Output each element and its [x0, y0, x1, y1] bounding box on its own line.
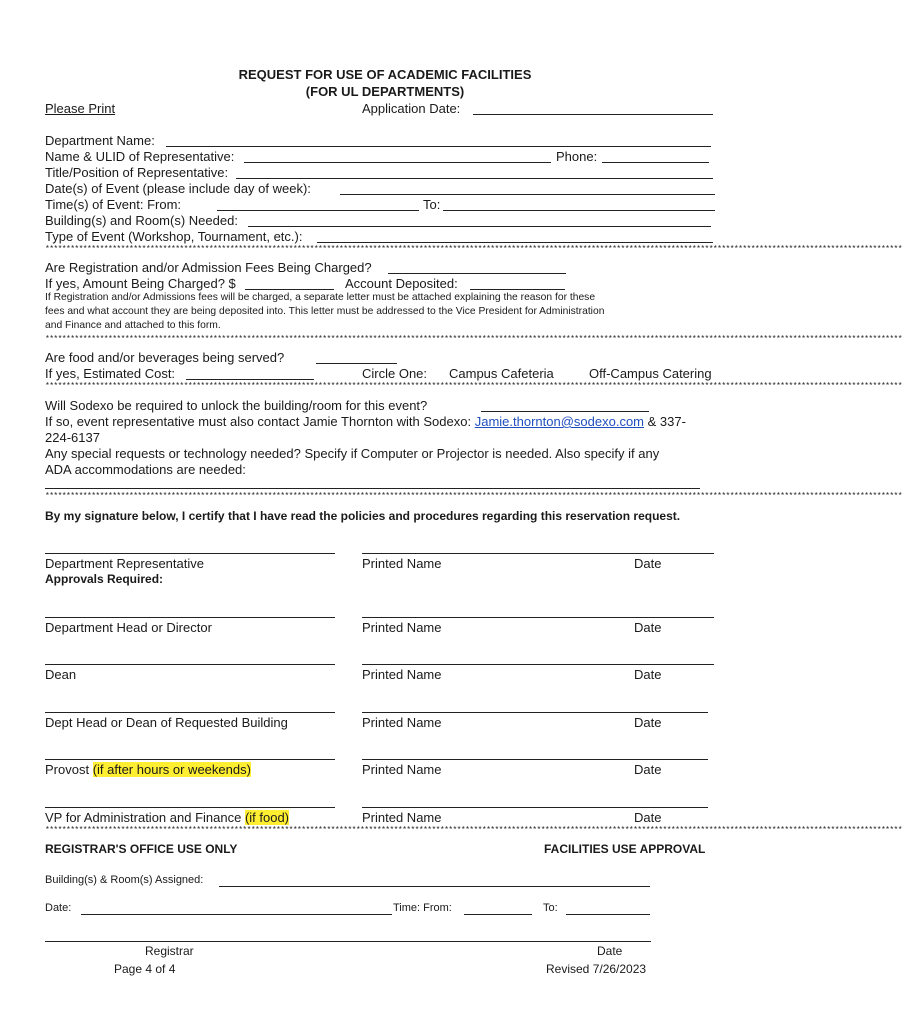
special-requests-field[interactable]: [45, 488, 700, 489]
fees-amount-label: If yes, Amount Being Charged? $: [45, 276, 236, 291]
fees-note-line-3: and Finance and attached to this form.: [45, 320, 221, 331]
account-deposited-field[interactable]: [470, 289, 565, 290]
event-type-field[interactable]: [317, 242, 713, 243]
fees-question-label: Are Registration and/or Admission Fees Being Charged?: [45, 260, 372, 275]
date-label: Date: [634, 762, 662, 777]
application-date-label: Application Date:: [362, 101, 461, 116]
provost-condition-highlight: (if after hours or weekends): [92, 762, 251, 777]
role-vp-admin-finance: [45, 811, 289, 824]
printed-name-line-department-head[interactable]: [362, 617, 714, 618]
application-date-field[interactable]: [473, 114, 713, 115]
signature-line-department-head[interactable]: [45, 617, 335, 618]
date-label: Date: [634, 620, 662, 635]
registrar-time-from-field[interactable]: [464, 914, 532, 915]
option-off-campus-catering[interactable]: Off-Campus Catering: [589, 366, 712, 381]
fees-amount-field[interactable]: [245, 289, 334, 290]
food-cost-label: If yes, Estimated Cost:: [45, 366, 176, 381]
date-label: Date: [634, 810, 662, 825]
registrar-signature-line[interactable]: [45, 941, 651, 942]
vp-condition-highlight: (if food): [244, 810, 290, 825]
printed-name-label: Printed Name: [362, 556, 442, 571]
page-number: Page 4 of 4: [114, 962, 176, 976]
name-ulid-field[interactable]: [244, 162, 551, 163]
registrar-date-signature-label: Date: [597, 944, 623, 958]
event-dates-field[interactable]: [340, 194, 715, 195]
registrar-time-from-label: Time: From:: [393, 902, 452, 914]
department-name-field[interactable]: [166, 146, 711, 147]
certification-statement: By my signature below, I certify that I have read the policies and procedures regarding this reservation request.: [45, 509, 681, 523]
fees-note-line-1: If Registration and/or Admissions fees will be charged, a separate letter must be attached explaining the reason for these: [45, 292, 596, 303]
signature-line-vp-admin-finance[interactable]: [45, 807, 335, 808]
rooms-assigned-field[interactable]: [219, 886, 650, 887]
circle-one-label: Circle One:: [362, 366, 428, 381]
event-time-from-field[interactable]: [217, 210, 419, 211]
sodexo-phone-part-2: 224-6137: [45, 430, 100, 445]
account-deposited-label: Account Deposited:: [345, 276, 458, 291]
role-requested-building-head: Dept Head or Dean of Requested Building: [45, 715, 288, 730]
registrar-heading: REGISTRAR'S OFFICE USE ONLY: [45, 842, 238, 856]
signature-line-requested-building[interactable]: [45, 712, 335, 713]
rooms-assigned-label: Building(s) & Room(s) Assigned:: [45, 874, 204, 886]
role-department-head: Department Head or Director: [45, 620, 212, 635]
separator-3: ************************************************************************************************************************************************************************************************************: [45, 382, 902, 391]
date-label: Date: [634, 556, 662, 571]
approvals-required-heading: Approvals Required:: [45, 572, 164, 586]
role-provost-label: Provost: [45, 762, 93, 777]
registrar-signature-label: Registrar: [145, 944, 194, 958]
printed-name-line-dean[interactable]: [362, 664, 714, 665]
registrar-time-to-label: To:: [543, 902, 558, 914]
fees-note-line-2: fees and what account they are being deposited into. This letter must be addressed to the Vice President for Administration: [45, 306, 605, 317]
special-requests-line-2: ADA accommodations are needed:: [45, 462, 246, 477]
printed-name-label: Printed Name: [362, 762, 442, 777]
role-vp-label: VP for Administration and Finance: [45, 810, 245, 825]
department-name-label: Department Name:: [45, 133, 155, 148]
sodexo-question-label: Will Sodexo be required to unlock the building/room for this event?: [45, 398, 428, 413]
food-answer-field[interactable]: [316, 363, 397, 364]
revision-date: Revised 7/26/2023: [546, 962, 647, 976]
separator-2: ************************************************************************************************************************************************************************************************************: [45, 335, 902, 344]
event-type-label: Type of Event (Workshop, Tournament, etc.):: [45, 229, 303, 244]
buildings-rooms-label: Building(s) and Room(s) Needed:: [45, 213, 238, 228]
role-dean: Dean: [45, 667, 77, 682]
fees-answer-field[interactable]: [388, 273, 566, 274]
event-time-to-field[interactable]: [443, 210, 715, 211]
form-title: REQUEST FOR USE OF ACADEMIC FACILITIES: [238, 67, 532, 82]
date-label: Date: [634, 667, 662, 682]
sodexo-phone-part-1: & 337-: [647, 414, 686, 429]
registrar-time-to-field[interactable]: [566, 914, 650, 915]
sodexo-contact-line: [45, 415, 686, 428]
please-print-label: Please Print: [45, 101, 116, 116]
special-requests-line-1: Any special requests or technology needed? Specify if Computer or Projector is needed. Also specify if any: [45, 446, 660, 461]
registrar-date-label: Date:: [45, 902, 72, 914]
date-label: Date: [634, 715, 662, 730]
event-dates-label: Date(s) of Event (please include day of week):: [45, 181, 311, 196]
event-time-to-label: To:: [423, 197, 441, 212]
printed-name-line-requested-building[interactable]: [362, 712, 708, 713]
separator-1: ************************************************************************************************************************************************************************************************************: [45, 245, 902, 254]
printed-name-line-provost[interactable]: [362, 759, 708, 760]
name-ulid-label: Name & ULID of Representative:: [45, 149, 235, 164]
title-position-label: Title/Position of Representative:: [45, 165, 229, 180]
sodexo-answer-field[interactable]: [481, 411, 649, 412]
phone-label: Phone:: [556, 149, 598, 164]
role-provost: [45, 763, 251, 776]
option-campus-cafeteria[interactable]: Campus Cafeteria: [449, 366, 554, 381]
printed-name-label: Printed Name: [362, 620, 442, 635]
title-position-field[interactable]: [236, 178, 713, 179]
printed-name-line-department-representative[interactable]: [362, 553, 714, 554]
sodexo-contact-prefix: If so, event representative must also contact Jamie Thornton with Sodexo:: [45, 414, 472, 429]
phone-field[interactable]: [602, 162, 709, 163]
signature-line-provost[interactable]: [45, 759, 335, 760]
food-cost-field[interactable]: [186, 379, 314, 380]
printed-name-line-vp-admin-finance[interactable]: [362, 807, 708, 808]
food-question-label: Are food and/or beverages being served?: [45, 350, 285, 365]
buildings-rooms-field[interactable]: [248, 226, 711, 227]
separator-4: ************************************************************************************************************************************************************************************************************: [45, 492, 902, 501]
printed-name-label: Printed Name: [362, 810, 442, 825]
printed-name-label: Printed Name: [362, 715, 442, 730]
printed-name-label: Printed Name: [362, 667, 442, 682]
signature-line-dean[interactable]: [45, 664, 335, 665]
sodexo-email-link[interactable]: Jamie.thornton@sodexo.com: [474, 414, 644, 429]
signature-line-department-representative[interactable]: [45, 553, 335, 554]
facilities-approval-heading: FACILITIES USE APPROVAL: [544, 842, 706, 856]
event-time-from-label: Time(s) of Event: From:: [45, 197, 182, 212]
role-department-representative: Department Representative: [45, 556, 204, 571]
separator-5: ************************************************************************************************************************************************************************************************************: [45, 826, 902, 835]
form-subtitle: (FOR UL DEPARTMENTS): [305, 84, 465, 99]
registrar-date-field[interactable]: [81, 914, 392, 915]
